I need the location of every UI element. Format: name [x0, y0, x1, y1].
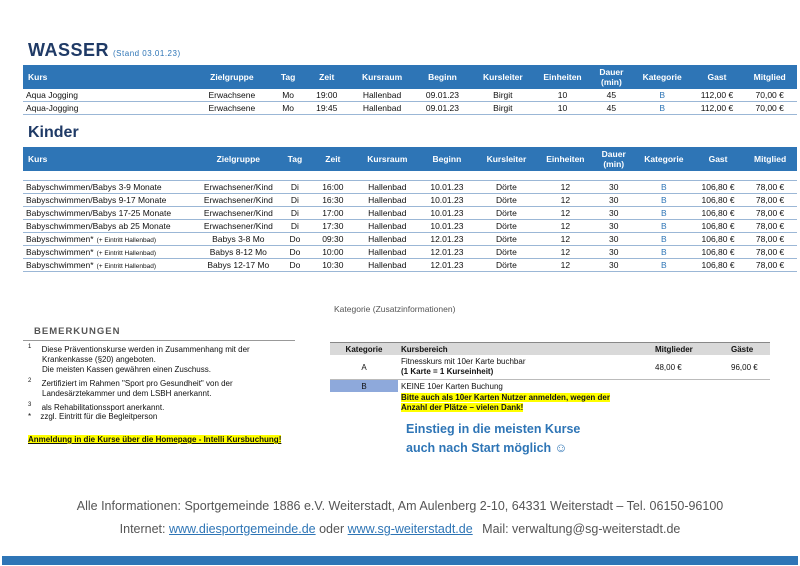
cell-ziel: Erwachsene	[191, 89, 273, 102]
header-kinder-6: Kursleiter	[475, 147, 538, 171]
header-wasser-11: Mitglied	[742, 65, 797, 89]
cell-dauer: 30	[593, 220, 635, 233]
kat-a-gaeste: 96,00 €	[728, 355, 770, 380]
cell-gast: 106,80 €	[693, 259, 743, 272]
cell-dauer: 30	[593, 246, 635, 259]
cell-zeit: 19:00	[304, 89, 350, 102]
cell-tag: Do	[280, 233, 310, 246]
link-diesportgemeinde[interactable]: www.diesportgemeinde.de	[169, 522, 316, 536]
link-sg-weiterstadt[interactable]: www.sg-weiterstadt.de	[347, 522, 473, 536]
cell-beginn: 09.01.23	[414, 102, 470, 115]
kat-a-label: A	[330, 355, 398, 380]
header-wasser-8: Dauer (min)	[590, 65, 633, 89]
cell-kat: B	[635, 220, 693, 233]
cell-mitglied: 78,00 €	[743, 220, 797, 233]
cell-tag: Mo	[273, 89, 304, 102]
cell-dauer: 30	[593, 233, 635, 246]
header-wasser-1: Zielgruppe	[191, 65, 273, 89]
cell-mitglied: 78,00 €	[743, 246, 797, 259]
cell-beginn: 10.01.23	[419, 220, 475, 233]
table-row	[23, 181, 797, 194]
kat-b-label: B	[330, 380, 398, 393]
bemerkungen-title: BEMERKUNGEN	[34, 326, 121, 337]
cell-einheiten: 10	[535, 89, 590, 102]
cell-zeit: 09:30	[310, 233, 355, 246]
table-row	[23, 194, 797, 207]
cell-dauer: 45	[590, 89, 633, 102]
cell-tag: Do	[280, 259, 310, 272]
cell-raum: Hallenbad	[356, 194, 420, 207]
header-wasser-9: Kategorie	[633, 65, 692, 89]
kategorie-header-row	[330, 343, 770, 356]
kat-b-bereich: KEINE 10er Karten Buchung	[398, 380, 652, 393]
cell-beginn: 10.01.23	[419, 207, 475, 220]
cell-kat: B	[635, 194, 693, 207]
cell-kurs: Babyschwimmen* (+ Eintritt Hallenbad)	[23, 246, 197, 259]
cell-gast: 106,80 €	[693, 220, 743, 233]
section-title-wasser: WASSER (Stand 03.01.23)	[28, 40, 181, 60]
cell-dauer: 30	[593, 207, 635, 220]
kinder-table	[23, 147, 797, 272]
cell-leiter: Dörte	[475, 220, 538, 233]
kategorie-hinweis-row	[330, 392, 770, 413]
cell-zeit: 16:00	[310, 181, 355, 194]
cell-gast: 112,00 €	[692, 89, 743, 102]
cell-leiter: Dörte	[475, 259, 538, 272]
cell-raum: Hallenbad	[356, 207, 420, 220]
table-row	[23, 220, 797, 233]
cell-mitglied: 78,00 €	[743, 233, 797, 246]
header-kinder-1: Zielgruppe	[197, 147, 280, 171]
cell-dauer: 45	[590, 102, 633, 115]
cell-mitglied: 78,00 €	[743, 194, 797, 207]
header-wasser-2: Tag	[273, 65, 304, 89]
footer-address: Alle Informationen: Sportgemeinde 1886 e.V. Weiterstadt, Am Aulenberg 2-10, 64331 Weiterstadt – Tel. 06150-96100	[76, 499, 724, 513]
bottom-bar	[2, 556, 798, 565]
cell-leiter: Dörte	[475, 246, 538, 259]
kategorie-table	[330, 342, 770, 413]
cell-gast: 106,80 €	[693, 246, 743, 259]
table-row	[23, 89, 797, 102]
spacer-row	[23, 171, 797, 181]
cell-leiter: Dörte	[475, 194, 538, 207]
anmeldung-link[interactable]: Anmeldung in die Kurse über die Homepage - Intelli Kursbuchung!	[28, 435, 282, 444]
cell-einheiten: 12	[538, 194, 592, 207]
cell-raum: Hallenbad	[356, 259, 420, 272]
header-wasser-7: Einheiten	[535, 65, 590, 89]
cell-tag: Di	[280, 181, 310, 194]
cell-tag: Di	[280, 220, 310, 233]
header-kinder-2: Tag	[280, 147, 310, 171]
cell-kurs: Babyschwimmen/Babys 9-17 Monate	[23, 194, 197, 207]
cell-dauer: 30	[593, 194, 635, 207]
cell-mitglied: 70,00 €	[742, 89, 797, 102]
kategorie-caption: Kategorie (Zusatzinformationen)	[334, 304, 456, 314]
note-3: $^3$ als Rehabilitationssport anerkannt.	[28, 402, 165, 412]
cell-gast: 106,80 €	[693, 233, 743, 246]
cell-einheiten: 12	[538, 181, 592, 194]
cell-einheiten: 10	[535, 102, 590, 115]
cell-zeit: 10:00	[310, 246, 355, 259]
cell-ziel: Babys 12-17 Mo	[197, 259, 280, 272]
cell-tag: Di	[280, 207, 310, 220]
cell-kat: B	[635, 181, 693, 194]
cell-kurs: Babyschwimmen* (+ Eintritt Hallenbad)	[23, 259, 197, 272]
cell-tag: Mo	[273, 102, 304, 115]
cell-ziel: Erwachsene	[191, 102, 273, 115]
stand-date: (Stand 03.01.23)	[113, 49, 181, 58]
cell-zeit: 17:00	[310, 207, 355, 220]
kat-hinweis: Bitte auch als 10er Karten Nutzer anmelden, wegen der Anzahl der Plätze – vielen Dank!	[401, 393, 610, 412]
cell-gast: 106,80 €	[693, 194, 743, 207]
header-kinder-0: Kurs	[23, 147, 197, 171]
cell-einheiten: 12	[538, 233, 592, 246]
cell-zeit: 17:30	[310, 220, 355, 233]
cell-ziel: Babys 3-8 Mo	[197, 233, 280, 246]
cell-kat: B	[635, 259, 693, 272]
note-2: $^2$ Zertifiziert im Rahmen "Sport pro Gesundheit" von der Landesärztekammer und dem LSBH anerkannt.	[28, 378, 233, 398]
cell-kat: B	[633, 102, 692, 115]
header-gaeste: Gäste	[728, 343, 770, 356]
wasser-table	[23, 65, 797, 115]
cell-ziel: Erwachsener/Kind	[197, 220, 280, 233]
cell-kat: B	[635, 207, 693, 220]
header-wasser-4: Kursraum	[350, 65, 414, 89]
header-kinder-10: Gast	[693, 147, 743, 171]
note-4: * zzgl. Eintritt für die Begleitperson	[28, 412, 158, 421]
bemerkungen-divider	[23, 340, 295, 341]
cell-gast: 106,80 €	[693, 181, 743, 194]
cell-leiter: Dörte	[475, 181, 538, 194]
cell-zeit: 19:45	[304, 102, 350, 115]
cell-leiter: Birgit	[471, 102, 535, 115]
note-1: $^1$ Diese Präventionskurse werden in Zusammenhang mit der Krankenkasse (§20) angeboten. Die meisten Kassen gewähren einen Zuschuss.	[28, 344, 250, 374]
header-kinder-7: Einheiten	[538, 147, 592, 171]
cell-tag: Di	[280, 194, 310, 207]
kat-a-bereich: Fitnesskurs mit 10er Karte buchbar (1 Karte = 1 Kurseinheit)	[398, 355, 652, 380]
cell-raum: Hallenbad	[350, 89, 414, 102]
cell-kurs: Babyschwimmen/Babys 17-25 Monate	[23, 207, 197, 220]
table-row	[23, 207, 797, 220]
cell-einheiten: 12	[538, 259, 592, 272]
cell-mitglied: 78,00 €	[743, 181, 797, 194]
cell-mitglied: 78,00 €	[743, 259, 797, 272]
cell-tag: Do	[280, 246, 310, 259]
header-kategorie: Kategorie	[330, 343, 398, 356]
cell-leiter: Birgit	[471, 89, 535, 102]
cell-beginn: 12.01.23	[419, 246, 475, 259]
cell-beginn: 10.01.23	[419, 194, 475, 207]
header-kinder-11: Mitglied	[743, 147, 797, 171]
cell-kurs: Babyschwimmen/Babys 3-9 Monate	[23, 181, 197, 194]
header-wasser-6: Kursleiter	[471, 65, 535, 89]
table-row	[23, 246, 797, 259]
kategorie-row-a	[330, 355, 770, 380]
footer-contact: Internet: www.diesportgemeinde.de oder www.sg-weiterstadt.de Mail: verwaltung@sg-weiterstadt.de	[119, 522, 681, 536]
cell-raum: Hallenbad	[356, 220, 420, 233]
cell-leiter: Dörte	[475, 233, 538, 246]
header-wasser-5: Beginn	[414, 65, 470, 89]
kategorie-row-b	[330, 380, 770, 393]
cell-kurs: Babyschwimmen* (+ Eintritt Hallenbad)	[23, 233, 197, 246]
table-row	[23, 233, 797, 246]
header-kinder-4: Kursraum	[356, 147, 420, 171]
header-kinder-5: Beginn	[419, 147, 475, 171]
cell-dauer: 30	[593, 259, 635, 272]
cell-beginn: 12.01.23	[419, 259, 475, 272]
table-row	[23, 102, 797, 115]
header-kinder-3: Zeit	[310, 147, 355, 171]
cell-ziel: Erwachsener/Kind	[197, 207, 280, 220]
header-kinder-8: Dauer (min)	[593, 147, 635, 171]
cell-beginn: 12.01.23	[419, 233, 475, 246]
header-wasser-10: Gast	[692, 65, 743, 89]
cell-raum: Hallenbad	[356, 233, 420, 246]
cell-kurs: Babyschwimmen/Babys ab 25 Monate	[23, 220, 197, 233]
cell-mitglied: 70,00 €	[742, 102, 797, 115]
cell-raum: Hallenbad	[350, 102, 414, 115]
cell-raum: Hallenbad	[356, 246, 420, 259]
cell-beginn: 10.01.23	[419, 181, 475, 194]
header-kinder-9: Kategorie	[635, 147, 693, 171]
cell-einheiten: 12	[538, 246, 592, 259]
cell-ziel: Erwachsener/Kind	[197, 194, 280, 207]
table-row	[23, 259, 797, 272]
cell-einheiten: 12	[538, 220, 592, 233]
cell-gast: 112,00 €	[692, 102, 743, 115]
header-wasser-3: Zeit	[304, 65, 350, 89]
cell-kat: B	[633, 89, 692, 102]
section-title-kinder: Kinder	[28, 124, 79, 141]
footer-mail: Mail: verwaltung@sg-weiterstadt.de	[482, 522, 681, 536]
header-wasser-0: Kurs	[23, 65, 191, 89]
cell-zeit: 10:30	[310, 259, 355, 272]
cell-raum: Hallenbad	[356, 181, 420, 194]
cell-leiter: Dörte	[475, 207, 538, 220]
cell-gast: 106,80 €	[693, 207, 743, 220]
cell-kurs: Aqua Jogging	[23, 89, 191, 102]
header-mitglieder: Mitglieder	[652, 343, 728, 356]
cell-kat: B	[635, 233, 693, 246]
cell-kurs: Aqua-Jogging	[23, 102, 191, 115]
cell-mitglied: 78,00 €	[743, 207, 797, 220]
cell-kat: B	[635, 246, 693, 259]
cell-einheiten: 12	[538, 207, 592, 220]
cell-beginn: 09.01.23	[414, 89, 470, 102]
header-kursbereich: Kursbereich	[398, 343, 652, 356]
cell-ziel: Babys 8-12 Mo	[197, 246, 280, 259]
cell-dauer: 30	[593, 181, 635, 194]
einstieg-notice: Einstieg in die meisten Kurse auch nach Start möglich ☺	[406, 422, 581, 455]
cell-zeit: 16:30	[310, 194, 355, 207]
kat-a-mitglieder: 48,00 €	[652, 355, 728, 380]
cell-ziel: Erwachsener/Kind	[197, 181, 280, 194]
